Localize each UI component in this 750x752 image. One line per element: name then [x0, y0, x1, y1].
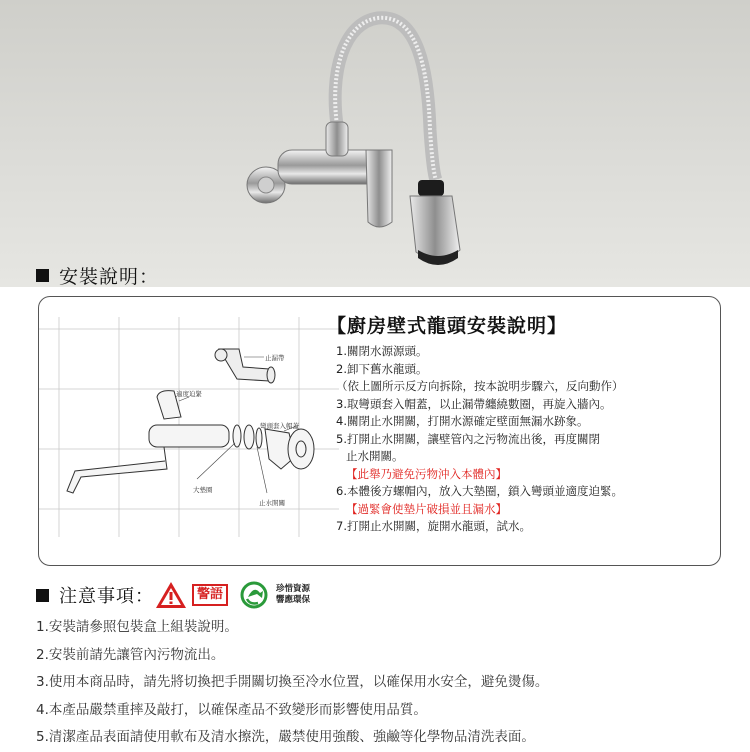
label-big-washer: 大墊圈 [193, 486, 213, 494]
eco-slogan [276, 584, 310, 606]
label-tighten: 適度迫緊 [176, 390, 202, 398]
faucet-illustration [0, 0, 750, 287]
step-item-continued: 止水開關。 [346, 449, 404, 463]
bullet-square-icon [36, 589, 49, 602]
step-item: 6.本體後方螺帽內，放入大墊圈，鎖入彎頭並適度迫緊。 [336, 484, 623, 498]
notice-item: 3.使用本商品時，請先將切換把手開關切換至冷水位置，以確保用水安全，避免燙傷。 [36, 674, 549, 690]
label-leak-tape: 止漏帶 [265, 354, 285, 362]
step-warning: 【此舉乃避免污物沖入本體內】 [346, 466, 507, 481]
step-item: 2.卸下舊水龍頭。 [336, 361, 428, 376]
step-item: 4.關閉止水開關，打開水源確定壁面無漏水跡象。 [336, 414, 589, 428]
instructions-title: 【廚房壁式龍頭安裝說明】 [327, 315, 568, 337]
notice-header [36, 580, 310, 610]
step-item: 7.打開止水開關，旋開水龍頭，試水。 [336, 519, 531, 533]
install-section-title [36, 262, 159, 289]
notice-item: 4.本產品嚴禁重摔及敲打，以確保產品不致變形而影響使用品質。 [36, 701, 427, 718]
eco-line-2: 響應環保 [276, 595, 311, 605]
install-section-label: 安裝說明： [59, 266, 160, 288]
installation-diagram [39, 297, 339, 565]
installation-box [38, 296, 721, 566]
step-item: 1.關閉水源源頭。 [336, 344, 428, 358]
notice-item: 2.安裝前請先讓管內污物流出。 [36, 646, 225, 663]
notice-list [36, 614, 548, 752]
notice-item: 5.清潔產品表面請使用軟布及清水擦洗，嚴禁使用強酸、強鹼等化學物品清洗表面。 [36, 729, 535, 745]
step-item: 3.取彎頭套入帽蓋，以止漏帶纏繞數圈，再旋入牆內。 [336, 396, 612, 411]
step-item: 5.打開止水開關，讓壁管內之污物流出後，再度關閉 [336, 431, 600, 446]
label-stop-valve: 止水開關 [259, 499, 285, 507]
bullet-square-icon [36, 269, 49, 282]
label-elbow-cap: 彎頭套入帽蓋 [260, 422, 299, 430]
notice-title: 注意事項： [59, 586, 154, 607]
warning-triangle-icon [154, 580, 188, 610]
step-note: （依上圖所示反方向拆除，按本說明步驟六，反向動作） [336, 379, 624, 393]
recycle-eco-icon [238, 581, 270, 609]
instruction-steps [336, 343, 716, 536]
product-photo [0, 0, 750, 287]
warning-tag: 警語 [192, 584, 228, 606]
step-warning: 【過緊會使墊片破損並且漏水】 [346, 501, 507, 516]
notice-item: 1.安裝請參照包裝盒上組裝說明。 [36, 619, 238, 635]
eco-line-1: 珍惜資源 [276, 584, 311, 594]
